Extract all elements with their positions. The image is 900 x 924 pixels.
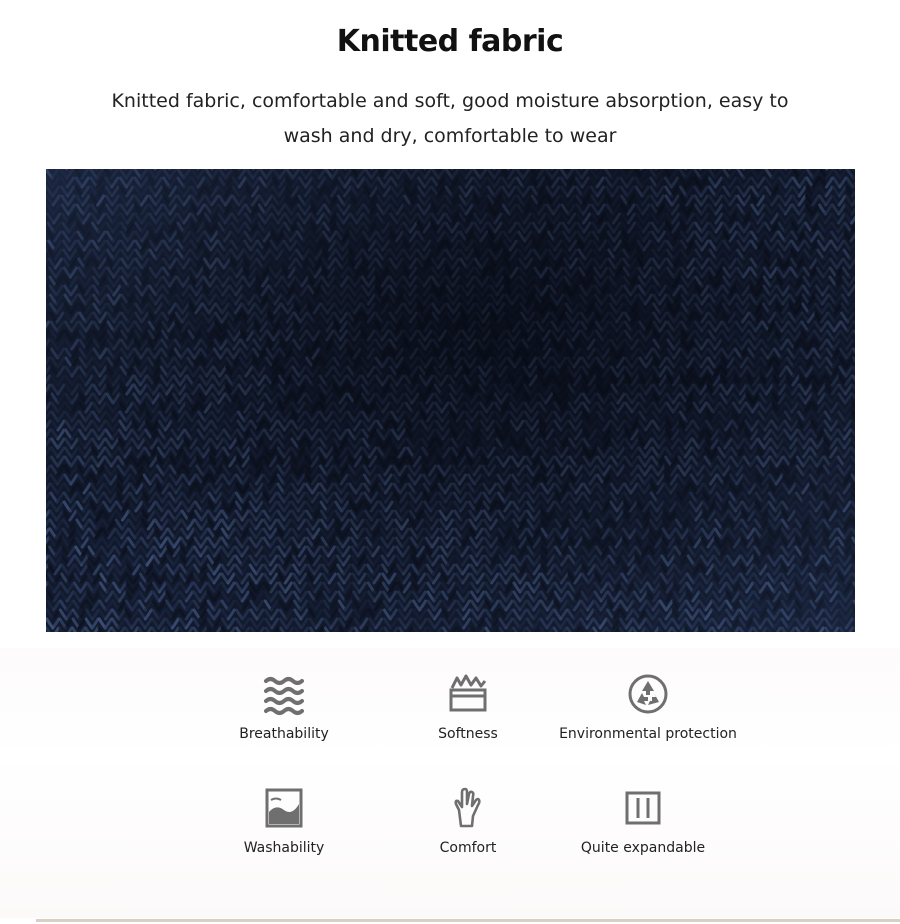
page-description: Knitted fabric, comfortable and soft, good moisture absorption, easy to wash and dry, comfortable to wear: [111, 90, 789, 147]
feature-label: Washability: [243, 840, 325, 856]
waves-icon: [262, 672, 306, 716]
page-title: Knitted fabric: [336, 24, 564, 59]
feature-label: Environmental protection: [559, 726, 737, 742]
softness-icon: [446, 672, 490, 716]
feature-label: Softness: [438, 726, 498, 742]
features-section: [0, 648, 900, 918]
feature-softness: [368, 672, 568, 742]
recycle-icon: [626, 672, 670, 716]
expandable-icon: [621, 786, 665, 830]
hand-icon: [446, 786, 490, 830]
fabric-photo: [46, 169, 855, 632]
feature-quite-expandable: [543, 786, 743, 856]
feature-label: Quite expandable: [580, 840, 706, 856]
feature-label: Comfort: [439, 840, 497, 856]
feature-comfort: [368, 786, 568, 856]
feature-label: Breathability: [239, 726, 329, 742]
bottom-divider: [36, 919, 900, 922]
feature-washability: [184, 786, 384, 856]
feature-environmental-protection: [548, 672, 748, 742]
washability-icon: [262, 786, 306, 830]
feature-breathability: [184, 672, 384, 742]
